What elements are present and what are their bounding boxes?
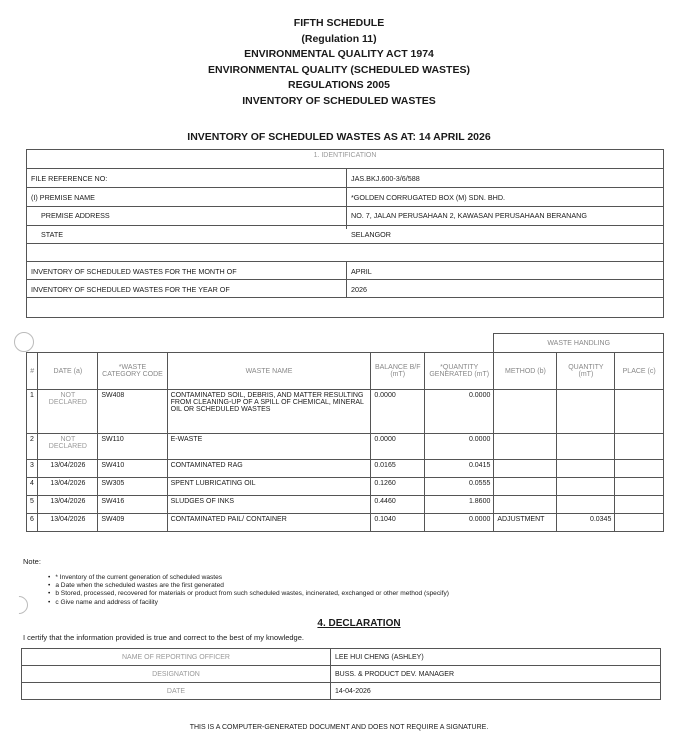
inventory-heading: INVENTORY OF SCHEDULED WASTES xyxy=(242,94,436,107)
regulation-year: REGULATIONS 2005 xyxy=(288,79,390,91)
year-label: INVENTORY OF SCHEDULED WASTES FOR THE YEAR OF xyxy=(31,285,230,294)
col-balance: BALANCE B/F (mT) xyxy=(371,353,425,390)
premise-name-row xyxy=(27,187,663,206)
table-row: 4 13/04/2026 SW305 SPENT LUBRICATING OIL 0.1260 0.0555 xyxy=(27,478,664,496)
state-label: STATE xyxy=(41,230,64,239)
regulation-title: ENVIRONMENTAL QUALITY (SCHEDULED WASTES) xyxy=(208,63,470,76)
list-item: • * Inventory of the current generation of scheduled wastes xyxy=(48,574,449,582)
notes-list xyxy=(48,574,449,607)
table-row: 3 13/04/2026 SW410 CONTAMINATED RAG 0.0165 0.0415 xyxy=(27,460,664,478)
file-reference-row xyxy=(27,168,663,187)
note-label: Note: xyxy=(23,557,41,566)
declaration-table xyxy=(21,648,661,700)
month-value: APRIL xyxy=(351,267,372,276)
col-num: # xyxy=(27,353,38,390)
designation-label: DESIGNATION xyxy=(22,666,331,683)
year-row xyxy=(27,279,663,297)
table-row: 5 13/04/2026 SW416 SLUDGES OF INKS 0.4460 1.8600 xyxy=(27,496,664,514)
table-row: 6 13/04/2026 SW409 CONTAMINATED PAIL/ CONTAINER 0.1040 0.0000 ADJUSTMENT 0.0345 xyxy=(27,514,664,532)
declaration-title: 4. DECLARATION xyxy=(317,618,401,629)
certify-statement: I certify that the information provided is true and correct to the best of my knowledge. xyxy=(23,633,304,642)
list-item: • c Give name and address of facility xyxy=(48,599,449,607)
list-item: • a Date when the scheduled wastes are the first generated xyxy=(48,582,449,590)
col-quantity: QUANTITY (mT) xyxy=(557,353,615,390)
officer-value: LEE HUI CHENG (ASHLEY) xyxy=(331,649,661,666)
year-value: 2026 xyxy=(351,285,367,294)
col-quantity-generated: *QUANTITY GENERATED (mT) xyxy=(425,353,494,390)
act-title: ENVIRONMENTAL QUALITY ACT 1974 xyxy=(244,48,434,60)
col-date: DATE (a) xyxy=(38,353,98,390)
page-ring-mark xyxy=(6,592,31,617)
col-category: *WASTE CATEGORY CODE xyxy=(98,353,167,390)
schedule-title: FIFTH SCHEDULE xyxy=(293,17,385,29)
identification-section-title: 1. IDENTIFICATION xyxy=(313,152,377,159)
document-header xyxy=(0,16,678,109)
premise-address-label: PREMISE ADDRESS xyxy=(41,211,110,220)
file-reference-label: FILE REFERENCE NO: xyxy=(31,174,108,183)
date-value: 14-04-2026 xyxy=(331,683,661,700)
date-label: DATE xyxy=(22,683,331,700)
waste-table xyxy=(26,333,664,532)
col-place: PLACE (c) xyxy=(615,353,664,390)
designation-value: BUSS. & PRODUCT DEV. MANAGER xyxy=(331,666,661,683)
premise-address-row xyxy=(27,206,663,225)
waste-handling-header: WASTE HANDLING xyxy=(494,334,664,353)
month-label: INVENTORY OF SCHEDULED WASTES FOR THE MONTH OF xyxy=(31,267,237,276)
premise-name-label: (I) PREMISE NAME xyxy=(31,193,95,202)
officer-label: NAME OF REPORTING OFFICER xyxy=(22,649,331,666)
col-waste-name: WASTE NAME xyxy=(167,353,371,390)
state-value: SELANGOR xyxy=(351,230,391,239)
premise-name-value: *GOLDEN CORRUGATED BOX (M) SDN. BHD. xyxy=(351,193,506,202)
table-row: 2 NOT DECLARED SW110 E-WASTE 0.0000 0.0000 xyxy=(27,434,664,460)
month-row xyxy=(27,261,663,279)
file-reference-value: JAS.BKJ.600-3/6/588 xyxy=(351,174,420,183)
table-row: 1 NOT DECLARED SW408 CONTAMINATED SOIL, DEBRIS, AND MATTER RESULTING FROM CLEANING-UP OF A SPILL OF CHEMICAL, MINERAL OIL OR SCHEDULED WASTES 0.0000 0.0000 xyxy=(27,390,664,434)
regulation-ref: (Regulation 11) xyxy=(301,32,377,45)
state-row xyxy=(27,225,663,244)
identification-section xyxy=(26,149,664,318)
list-item: • b Stored, processed, recovered for materials or product from such scheduled wastes, incinerated, exchanged or other method (specify) xyxy=(48,590,449,598)
footer-disclaimer: THIS IS A COMPUTER-GENERATED DOCUMENT AND DOES NOT REQUIRE A SIGNATURE. xyxy=(189,724,489,731)
premise-address-value: NO. 7, JALAN PERUSAHAAN 2, KAWASAN PERUSAHAAN BERANANG xyxy=(351,211,587,220)
inventory-title: INVENTORY OF SCHEDULED WASTES AS AT: 14 APRIL 2026 xyxy=(187,131,491,143)
col-method: METHOD (b) xyxy=(494,353,557,390)
